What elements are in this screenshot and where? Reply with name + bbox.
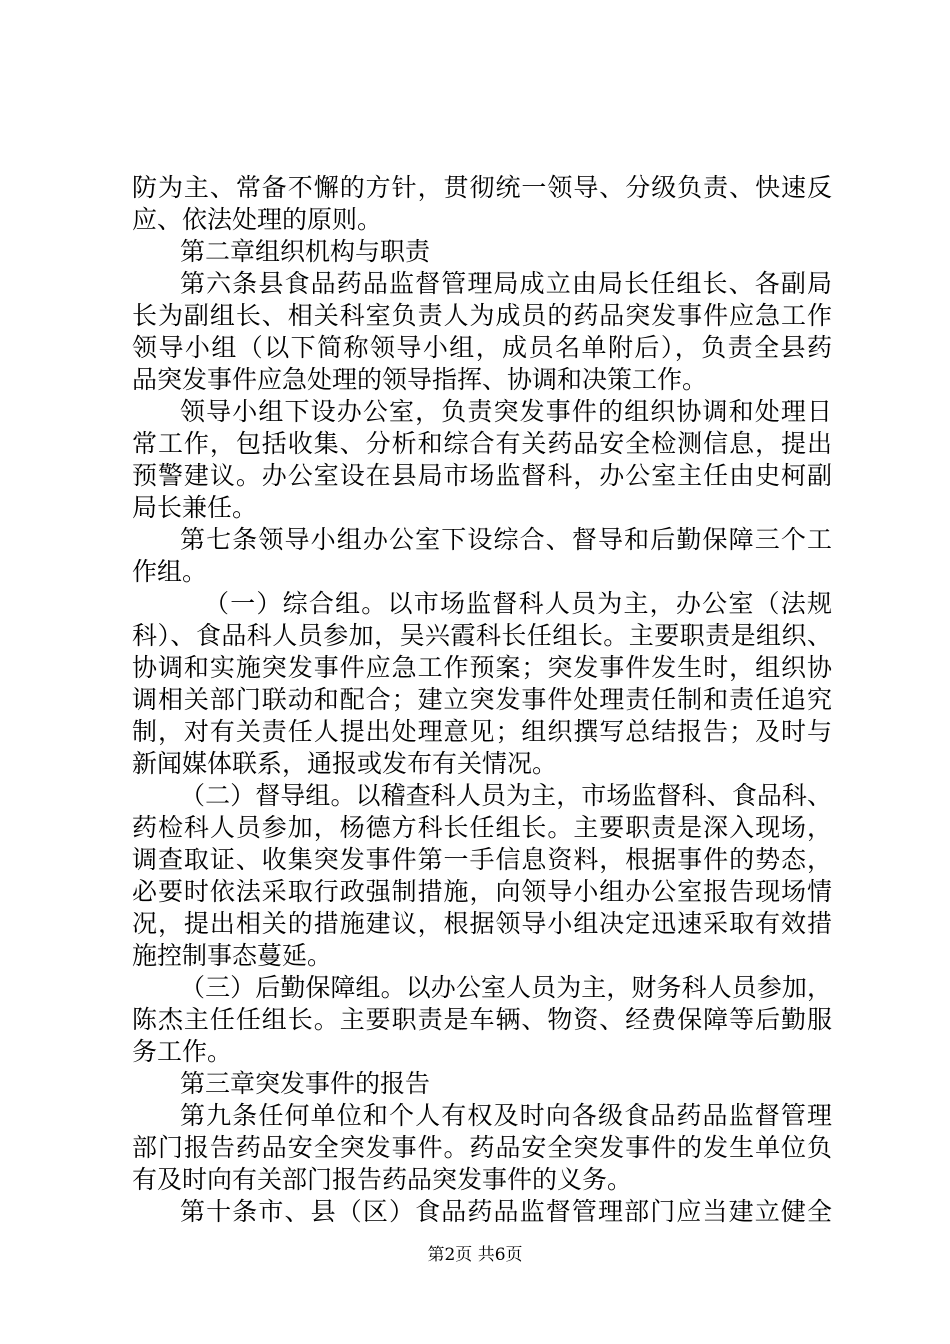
text-line: 长为副组长、相关科室负责人为成员的药品突发事件应急工作 xyxy=(132,301,832,330)
text-line: （三）后勤保障组。以办公室人员为主，财务科人员参加， xyxy=(180,973,832,1002)
text-line: 部门报告药品安全突发事件。药品安全突发事件的发生单位负 xyxy=(132,1133,832,1162)
text-line: 新闻媒体联系，通报或发布有关情况。 xyxy=(132,749,558,778)
text-line: 科）、食品科人员参加，吴兴霞科长任组长。主要职责是组织、 xyxy=(132,621,832,650)
text-line: 施控制事态蔓延。 xyxy=(132,941,333,970)
text-line: 常工作，包括收集、分析和综合有关药品安全检测信息，提出 xyxy=(132,429,832,458)
text-line: 品突发事件应急处理的领导指挥、协调和决策工作。 xyxy=(132,365,708,394)
text-line: 作组。 xyxy=(132,557,208,586)
text-line: 有及时向有关部门报告药品突发事件的义务。 xyxy=(132,1165,633,1194)
text-line: 第六条县食品药品监督管理局成立由局长任组长、各副局 xyxy=(180,269,832,298)
text-line: 调相关部门联动和配合；建立突发事件处理责任制和责任追究 xyxy=(132,685,832,714)
text-line: 第十条市、县（区）食品药品监督管理部门应当建立健全 xyxy=(180,1197,832,1226)
text-line: 防为主、常备不懈的方针，贯彻统一领导、分级负责、快速反 xyxy=(132,173,832,202)
text-line: 领导小组下设办公室，负责突发事件的组织协调和处理日 xyxy=(180,397,832,426)
text-line: 应、依法处理的原则。 xyxy=(132,205,383,234)
page-footer: 第2页 共6页 xyxy=(427,1245,523,1265)
text-line: 陈杰主任任组长。主要职责是车辆、物资、经费保障等后勤服 xyxy=(132,1005,832,1034)
text-line: 第三章突发事件的报告 xyxy=(180,1069,431,1098)
text-line: 必要时依法采取行政强制措施，向领导小组办公室报告现场情 xyxy=(132,877,832,906)
text-line: 第二章组织机构与职责 xyxy=(180,237,431,266)
text-line: 第七条领导小组办公室下设综合、督导和后勤保障三个工 xyxy=(180,525,832,554)
text-line: 预警建议。办公室设在县局市场监督科，办公室主任由史柯副 xyxy=(132,461,832,490)
text-line: 领导小组（以下简称领导小组，成员名单附后），负责全县药 xyxy=(132,333,832,362)
text-line: （二）督导组。以稽查科人员为主，市场监督科、食品科、 xyxy=(180,781,832,810)
text-line: 局长兼任。 xyxy=(132,493,258,522)
text-line: 务工作。 xyxy=(132,1037,233,1066)
text-line: 协调和实施突发事件应急工作预案；突发事件发生时，组织协 xyxy=(132,653,832,682)
text-line: 制，对有关责任人提出处理意见；组织撰写总结报告；及时与 xyxy=(132,717,832,746)
text-line: （一）综合组。以市场监督科人员为主，办公室（法规 xyxy=(204,589,832,618)
text-line: 况，提出相关的措施建议，根据领导小组决定迅速采取有效措 xyxy=(132,909,832,938)
text-line: 药检科人员参加，杨德方科长任组长。主要职责是深入现场， xyxy=(132,813,832,842)
text-line: 第九条任何单位和个人有权及时向各级食品药品监督管理 xyxy=(180,1101,832,1130)
text-line: 调查取证、收集突发事件第一手信息资料，根据事件的势态， xyxy=(132,845,832,874)
